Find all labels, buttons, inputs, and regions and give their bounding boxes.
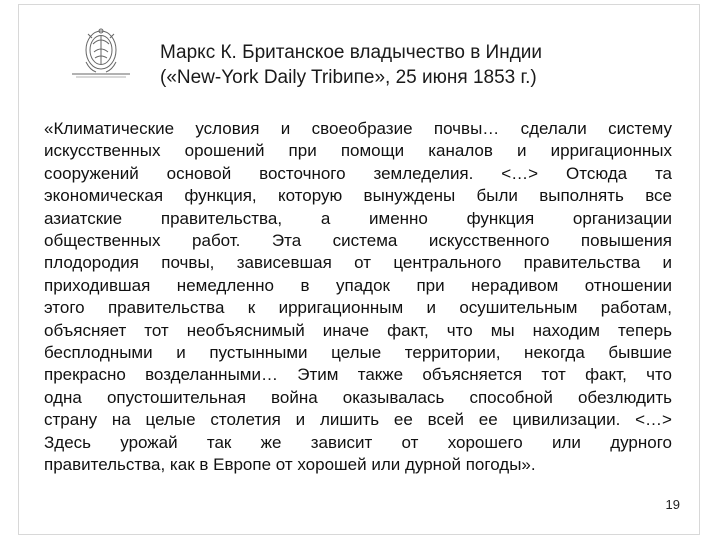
title-line-2: («New-York Daily Tribипе», 25 июня 1853 г.) xyxy=(160,67,537,88)
quote-line: азиатские правительства, а именно функция организации xyxy=(44,208,672,228)
page-number: 19 xyxy=(665,497,680,512)
quote-line: приходившая немедленно в упадок при нерадивом отношении xyxy=(44,275,672,295)
quote-body xyxy=(44,118,672,477)
quote-line: «Климатические условия и своеобразие почвы… сделали систему xyxy=(44,119,672,138)
quote-line: экономическая функция, которую вынуждены были выполнять все xyxy=(44,186,672,206)
title-line-1: Маркс К. Британское владычество в Индии xyxy=(160,42,543,63)
quote-line: прекрасно возделанными… Этим также объясняется тот факт, что xyxy=(44,365,672,385)
quote-line: сооружений основой восточного земледелия. <…> Отсюда та xyxy=(44,163,672,183)
quote-line: страну на целые столетия и лишить ее всей ее цивилизации. <…> xyxy=(44,410,672,430)
quote-line: бесплодными и пустынными целые территории, некогда бывшие xyxy=(44,343,672,363)
quote-line: правительства, как в Европе от хорошей или дурной погоды». xyxy=(44,455,536,475)
quote-line: Здесь урожай так же зависит от хорошего или дурного xyxy=(44,432,672,452)
slide-title xyxy=(160,40,680,90)
quote-line: общественных работ. Эта система искусственного повышения xyxy=(44,231,672,251)
quote-line: одна опустошительная война оказывалась способной обезлюдить xyxy=(44,387,672,407)
quote-line: объясняет тот необъяснимый иначе факт, что мы находим теперь xyxy=(44,320,672,340)
quote-line: плодородия почвы, зависевшая от центрального правительства и xyxy=(44,253,672,273)
quote-line: искусственных орошений при помощи каналов и ирригационных xyxy=(44,141,672,161)
quote-line: этого правительства к ирригационным и осушительным работам, xyxy=(44,298,672,318)
university-crest-icon xyxy=(70,22,132,86)
